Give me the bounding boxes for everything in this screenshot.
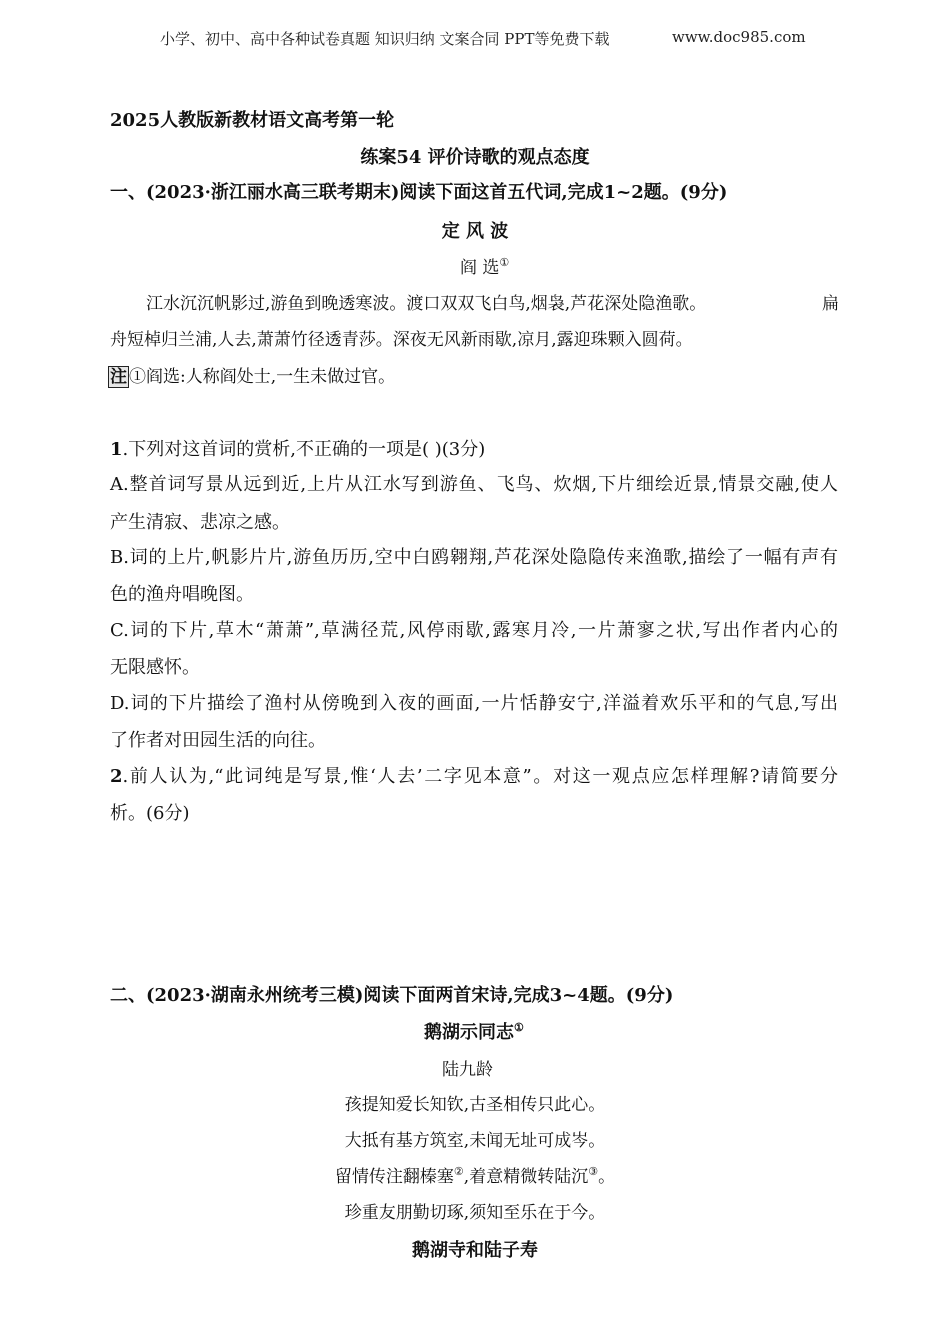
section2-heading: 二、(2023·湖南永州统考三模)阅读下面两首宋诗,完成3~4题。(9分) [110,985,674,1006]
note-label: 注 [110,367,127,387]
q1-option-d-line2: 了作者对田园生活的向往。 [110,730,326,751]
poem1-line4: 珍重友朋勤切琢,须知至乐在于今。 [344,1203,606,1223]
footnote-mark: ③ [588,1165,599,1178]
q1-option-c-line2: 无限感怀。 [110,657,200,678]
q1-option-c-line1: C.词的下片,草木“萧萧”,草满径荒,风停雨歇,露寒月冷,一片萧寥之状,写出作者内心的 [110,620,838,641]
poem1-author: 陆九龄 [442,1060,493,1080]
header-promo-text: 小学、初中、高中各种试卷真题 知识归纳 文案合同 PPT等免费下载 [160,30,610,48]
doc-title: 2025人教版新教材语文高考第一轮 [110,110,395,131]
section1-heading: 一、(2023·浙江丽水高三联考期末)阅读下面这首五代词,完成1~2题。(9分) [110,182,728,203]
q1-option-b-line2: 色的渔舟唱晚图。 [110,584,254,605]
footnote-mark: ① [499,256,510,269]
poem-title: 定 风 波 [441,221,509,242]
exercise-subtitle: 练案54 评价诗歌的观点态度 [360,147,590,168]
q2-line2: 析。(6分) [110,803,190,824]
q2-line1: 2.前人认为,“此词纯是写景,惟‘人去’二字见本意”。对这一观点应怎样理解?请简要分 [110,766,838,787]
poem1-line2: 大抵有基方筑室,未闻无址可成岑。 [344,1131,606,1151]
q1-option-a-line2: 产生清寂、悲凉之感。 [110,512,290,533]
q2-number: 2 [110,766,123,787]
footnote-mark: ① [514,1021,524,1034]
poem-text-line1: 江水沉沉帆影过,游鱼到晚透寒波。渡口双双飞白鸟,烟袅,芦花深处隐渔歌。 [146,294,707,314]
poem1-line3: 留情传注翻榛塞②,着意精微转陆沉③。 [334,1165,616,1187]
footnote-mark: ② [453,1165,464,1178]
poem1-line1: 孩提知爱长知钦,古圣相传只此心。 [344,1095,606,1115]
q1-option-d-line1: D.词的下片描绘了渔村从傍晚到入夜的画面,一片恬静安宁,洋溢着欢乐平和的气息,写出 [110,693,838,714]
note [108,362,395,387]
poem2-title: 鹅湖寺和陆子寿 [412,1240,538,1261]
q1-stem: 1.下列对这首词的赏析,不正确的一项是( )(3分) [110,439,486,460]
poem1-title: 鹅湖示同志① [424,1021,524,1043]
note-text: ①阎选:人称阎处士,一生未做过官。 [129,367,396,387]
poem-text-line2: 舟短棹归兰浦,人去,萧萧竹径透青莎。深夜无风新雨歇,凉月,露迎珠颗入圆荷。 [110,330,693,350]
q1-number: 1 [110,439,123,460]
poem-author: 阎 选① [460,256,510,278]
q1-option-a-line1: A.整首词写景从远到近,上片从江水写到游鱼、飞鸟、炊烟,下片细绘近景,情景交融,使人 [110,474,838,495]
header-url[interactable]: www.doc985.com [672,28,806,46]
poem-text-line1-end: 扁 [822,294,839,314]
q1-option-b-line1: B.词的上片,帆影片片,游鱼历历,空中白鸥翱翔,芦花深处隐隐传来渔歌,描绘了一幅有声有 [110,547,838,568]
